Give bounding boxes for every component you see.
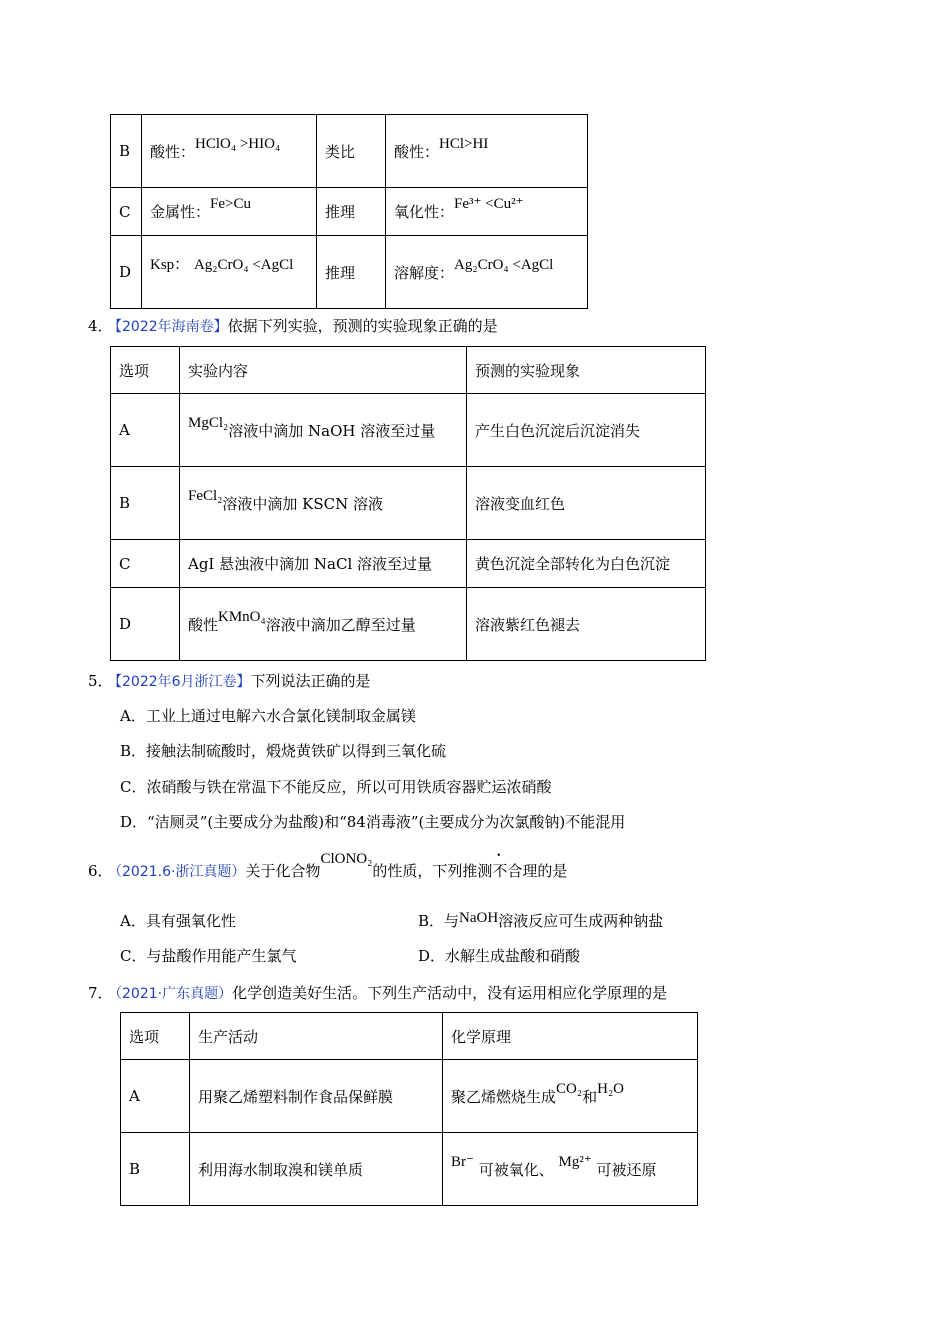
formula: Fe³⁺ <Cu²⁺ (454, 196, 524, 212)
fact-cell: 酸性：HClO₄ >HIO₄ (142, 115, 317, 188)
result-cell: 黄色沉淀全部转化为白色沉淀 (467, 540, 706, 588)
option-d: D．“洁厕灵”(主要成分为盐酸)和“84消毒液”(主要成分为次氯酸钠)不能混用 (120, 813, 626, 831)
option-b: B．与NaOH溶液反应可生成两种钠盐 (418, 910, 664, 930)
content-cell: FeCl₂溶液中滴加 KSCN 溶液 (180, 467, 467, 540)
method-cell: 类比 (317, 115, 386, 188)
question-number: 6． (88, 862, 113, 880)
production-table (120, 1012, 698, 1206)
fact-cell: 金属性：Fe>Cu (142, 188, 317, 236)
conclusion-cell: 酸性：HCl>HI (386, 115, 588, 188)
row-letter: B (111, 467, 180, 540)
principle-cell: Br⁻ 可被氧化、 Mg²⁺ 可被还原 (443, 1133, 698, 1206)
formula: Ag₂CrO₄ <AgCl (454, 256, 554, 273)
formula: Ag₂CrO₄ <AgCl (193, 256, 294, 273)
question-source: （2021·广东真题） (108, 986, 233, 1002)
content-cell: 酸性KMnO₄溶液中滴加乙醇至过量 (180, 588, 467, 661)
emphasis-dots: 不合理 (492, 862, 538, 880)
question-source: 【2022年海南卷】 (108, 319, 228, 335)
header-cell: 实验内容 (180, 347, 467, 394)
formula: CO₂ (556, 1080, 583, 1097)
result-cell: 溶液紫红色褪去 (467, 588, 706, 661)
formula: HClO₄ >HIO₄ (195, 135, 281, 152)
content-cell: AgI 悬浊液中滴加 NaCl 溶液至过量 (180, 540, 467, 588)
formula: ClONO₂ (320, 851, 373, 867)
header-cell: 选项 (111, 347, 180, 394)
method-cell: 推理 (317, 236, 386, 309)
conclusion-cell: 溶解度：Ag₂CrO₄ <AgCl (386, 236, 588, 309)
row-letter: D (111, 588, 180, 661)
method-cell: 推理 (317, 188, 386, 236)
formula: MgCl₂ (188, 414, 229, 431)
row-letter: B (111, 115, 142, 188)
formula: FeCl₂ (188, 487, 223, 504)
row-letter: A (111, 394, 180, 467)
question-source: 【2022年6月浙江卷】 (108, 674, 251, 690)
row-letter: B (121, 1133, 190, 1206)
option-d: D．水解生成盐酸和硝酸 (418, 947, 581, 965)
experiment-table (110, 346, 706, 661)
formula: NaOH (459, 910, 499, 926)
comparison-table (110, 114, 588, 309)
question-number: 5． (88, 672, 113, 690)
row-letter: C (111, 188, 142, 236)
result-cell: 产生白色沉淀后沉淀消失 (467, 394, 706, 467)
result-cell: 溶液变血红色 (467, 467, 706, 540)
question-source: （2021.6·浙江真题） (108, 864, 246, 880)
fact-cell: Ksp： Ag₂CrO₄ <AgCl (142, 236, 317, 309)
formula: Fe>Cu (210, 196, 251, 212)
formula: HCl>HI (439, 135, 489, 152)
header-cell: 生产活动 (190, 1013, 443, 1060)
question-stem: （2021.6·浙江真题）关于化合物ClONO₂的性质，下列推测不合理的是 (108, 851, 568, 880)
question-stem: 【2022年海南卷】依据下列实验，预测的实验现象正确的是 (108, 317, 498, 335)
option-a: A．工业上通过电解六水合氯化镁制取金属镁 (120, 707, 416, 725)
option-a: A．具有强氧化性 (120, 912, 236, 930)
formula: H₂O (597, 1080, 625, 1097)
formula: Mg²⁺ (558, 1153, 592, 1170)
row-letter: C (111, 540, 180, 588)
content-cell: MgCl₂溶液中滴加 NaOH 溶液至过量 (180, 394, 467, 467)
activity-cell: 利用海水制取溴和镁单质 (190, 1133, 443, 1206)
activity-cell: 用聚乙烯塑料制作食品保鲜膜 (190, 1060, 443, 1133)
formula: KMnO₄ (218, 608, 266, 625)
question-stem: （2021·广东真题）化学创造美好生活。下列生产活动中，没有运用相应化学原理的是 (108, 984, 668, 1002)
question-number: 7． (88, 984, 113, 1002)
question-stem: 【2022年6月浙江卷】下列说法正确的是 (108, 672, 371, 690)
header-cell: 预测的实验现象 (467, 347, 706, 394)
option-b: B．接触法制硫酸时，煅烧黄铁矿以得到三氧化硫 (120, 742, 447, 760)
header-cell: 化学原理 (443, 1013, 698, 1060)
conclusion-cell: 氧化性：Fe³⁺ <Cu²⁺ (386, 188, 588, 236)
formula: Br⁻ (451, 1153, 474, 1170)
row-letter: A (121, 1060, 190, 1133)
option-c: C．浓硝酸与铁在常温下不能反应，所以可用铁质容器贮运浓硝酸 (120, 778, 552, 796)
header-cell: 选项 (121, 1013, 190, 1060)
principle-cell: 聚乙烯燃烧生成CO₂和H₂O (443, 1060, 698, 1133)
question-number: 4． (88, 317, 113, 335)
row-letter: D (111, 236, 142, 309)
option-c: C．与盐酸作用能产生氯气 (120, 947, 297, 965)
